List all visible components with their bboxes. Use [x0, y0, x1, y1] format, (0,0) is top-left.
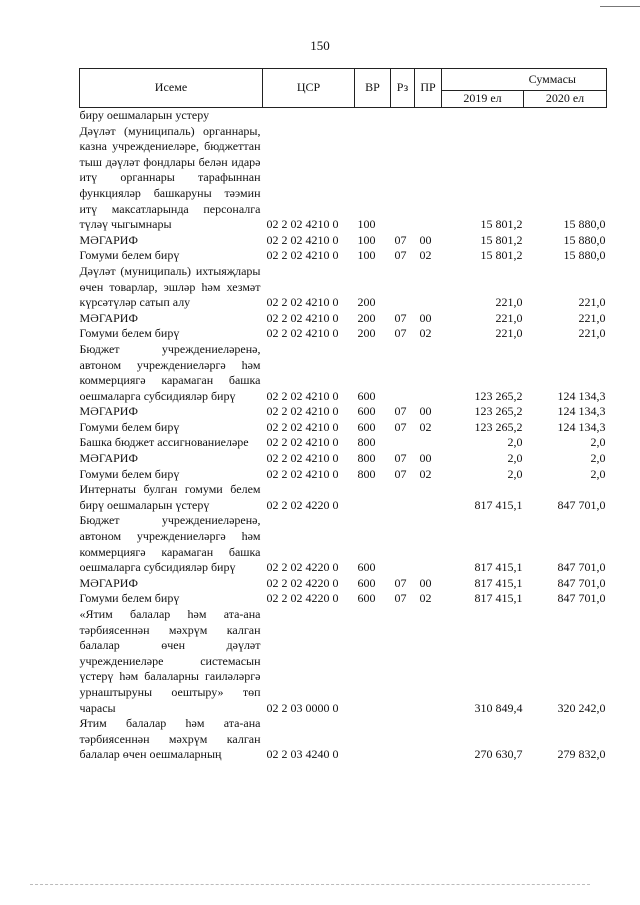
row-sum-2019: 15 801,2	[480, 232, 523, 247]
row-name: Гомуми белем бирү	[79, 326, 180, 341]
row-csr: 02 2 02 4210 0	[266, 295, 339, 310]
row-csr: 02 2 02 4210 0	[266, 217, 339, 232]
row-sum-2020: 221,0	[578, 295, 606, 310]
header-name: Исеме	[80, 69, 263, 108]
row-vr: 600	[357, 575, 376, 590]
row-rz	[391, 124, 415, 233]
row-csr: 02 2 02 4210 0	[266, 388, 339, 403]
row-sum-2020: 847 701,0	[557, 560, 606, 575]
row-sum-2020: 847 701,0	[557, 497, 606, 512]
row-sum-2020	[524, 108, 607, 124]
row-rz	[391, 513, 415, 575]
row-pr	[415, 264, 442, 311]
row-rz	[391, 264, 415, 311]
row-sum-2019: 221,0	[495, 295, 523, 310]
table-row	[80, 420, 607, 436]
row-pr	[415, 342, 442, 404]
row-sum-2020: 221,0	[578, 310, 606, 325]
table-row	[80, 576, 607, 592]
row-pr	[415, 607, 442, 716]
row-rz	[391, 607, 415, 716]
row-sum-2019: 817 415,1	[474, 575, 523, 590]
row-vr: 100	[357, 248, 376, 263]
row-name: МӘГАРИФ	[79, 232, 138, 247]
header-sums: Суммасы	[442, 69, 607, 91]
table-row	[80, 451, 607, 467]
table-row	[80, 124, 607, 233]
row-vr: 800	[357, 435, 376, 450]
row-vr: 200	[357, 326, 376, 341]
row-vr	[355, 607, 391, 716]
row-rz: 07	[394, 248, 407, 263]
table-row	[80, 264, 607, 311]
table-row	[80, 233, 607, 249]
row-pr: 00	[419, 404, 432, 419]
row-name: Бюджет учреждениеләренә, автоном учреждениеләргә һәм коммерциягә карамаган башка оешмаларга субсидияләр бирү	[79, 513, 261, 575]
row-vr	[355, 482, 391, 513]
row-name: Дәүләт (муниципаль) органнары, казна учреждениеләре, бюджеттан тыш дәүләт фондлары белән идарә итү органнары тарафыннан функцияләр башкаруны тәэмин итү максатларында персоналга түләү чыгымнары	[79, 123, 261, 232]
row-sum-2020: 15 880,0	[563, 217, 606, 232]
row-name: «Ятим балалар һәм ата-ана тәрбиясеннән мәхрүм калган балалар өчен дәүләт учреждениеләре системасын үстерү һәм балаларны гаиләләргә урнаштыруны оештыру» төп чарасы	[79, 607, 261, 715]
row-name: Бюджет учреждениеләренә, автоном учреждениеләргә һәм коммерциягә карамаган башка оешмаларга субсидияләр бирү	[79, 341, 261, 403]
row-sum-2019: 221,0	[495, 310, 523, 325]
row-pr	[415, 482, 442, 513]
row-pr	[415, 716, 442, 763]
row-pr: 00	[419, 575, 432, 590]
row-sum-2020: 2,0	[590, 435, 606, 450]
scan-bottom-edge	[30, 884, 590, 885]
table-row	[80, 513, 607, 575]
row-vr	[355, 716, 391, 763]
row-name: Ятим балалар һәм ата-ана тәрбиясеннән мәхрүм калган балалар өчен оешмаларның	[79, 716, 261, 762]
row-pr: 00	[419, 310, 432, 325]
row-pr	[415, 513, 442, 575]
table-row	[80, 326, 607, 342]
row-vr: 600	[357, 591, 376, 606]
row-vr: 100	[357, 232, 376, 247]
row-csr: 02 2 02 4210 0	[266, 248, 339, 263]
row-name: МӘГАРИФ	[79, 451, 138, 466]
row-name: биру оешмаларын устеру	[79, 108, 210, 122]
row-sum-2019: 123 265,2	[474, 419, 523, 434]
header-year-2020: 2020 ел	[524, 91, 607, 108]
row-sum-2020: 320 242,0	[557, 700, 606, 715]
row-pr: 02	[419, 248, 432, 263]
row-sum-2020: 221,0	[578, 326, 606, 341]
row-sum-2020: 15 880,0	[563, 232, 606, 247]
row-name: Башка бюджет ассигнованиеләре	[79, 435, 249, 450]
row-pr: 02	[419, 419, 432, 434]
row-rz	[391, 482, 415, 513]
header-pr: ПР	[415, 69, 442, 108]
row-sum-2019: 221,0	[495, 326, 523, 341]
row-vr: 800	[357, 451, 376, 466]
row-rz: 07	[394, 310, 407, 325]
row-name: Гомуми белем бирү	[79, 419, 180, 434]
table-row	[80, 342, 607, 404]
table-body	[80, 108, 607, 763]
row-vr: 600	[357, 404, 376, 419]
row-sum-2019: 817 415,1	[474, 591, 523, 606]
row-pr	[415, 108, 442, 124]
row-sum-2019: 15 801,2	[480, 248, 523, 263]
row-csr: 02 2 03 0000 0	[266, 700, 339, 715]
row-rz: 07	[394, 575, 407, 590]
row-vr: 600	[357, 388, 376, 403]
table-row	[80, 591, 607, 607]
table-row	[80, 248, 607, 264]
row-name: Гомуми белем бирү	[79, 591, 180, 606]
row-rz: 07	[394, 404, 407, 419]
row-sum-2020: 124 134,3	[557, 419, 606, 434]
row-sum-2019: 817 415,1	[474, 497, 523, 512]
row-pr: 00	[419, 451, 432, 466]
table-row	[80, 311, 607, 327]
row-sum-2020: 2,0	[590, 451, 606, 466]
row-csr: 02 2 02 4210 0	[266, 451, 339, 466]
row-rz	[391, 108, 415, 124]
row-rz: 07	[394, 419, 407, 434]
row-vr: 100	[357, 217, 376, 232]
row-vr: 200	[357, 295, 376, 310]
row-sum-2020: 279 832,0	[557, 747, 606, 762]
row-pr: 02	[419, 326, 432, 341]
row-vr	[355, 108, 391, 124]
row-vr: 800	[357, 466, 376, 481]
row-csr: 02 2 02 4220 0	[266, 560, 339, 575]
header-year-2019: 2019 ел	[442, 91, 524, 108]
header-vr: ВР	[355, 69, 391, 108]
row-rz: 07	[394, 326, 407, 341]
row-vr: 600	[357, 560, 376, 575]
header-csr: ЦСР	[263, 69, 355, 108]
table-row	[80, 467, 607, 483]
table-row	[80, 716, 607, 763]
row-sum-2019: 817 415,1	[474, 560, 523, 575]
row-sum-2019: 310 849,4	[474, 700, 523, 715]
row-pr	[415, 124, 442, 233]
row-rz	[391, 342, 415, 404]
row-vr: 600	[357, 419, 376, 434]
row-sum-2020: 124 134,3	[557, 388, 606, 403]
row-pr: 00	[419, 232, 432, 247]
row-rz: 07	[394, 591, 407, 606]
table-row	[80, 482, 607, 513]
row-csr	[263, 108, 355, 124]
row-sum-2020: 15 880,0	[563, 248, 606, 263]
table-header	[80, 69, 607, 108]
row-vr: 200	[357, 310, 376, 325]
row-pr: 02	[419, 466, 432, 481]
row-sum-2019: 123 265,2	[474, 388, 523, 403]
page-number: 150	[310, 38, 330, 53]
row-pr	[415, 435, 442, 451]
row-csr: 02 2 02 4210 0	[266, 404, 339, 419]
row-sum-2019	[442, 108, 524, 124]
row-csr: 02 2 02 4220 0	[266, 575, 339, 590]
table-row	[80, 607, 607, 716]
row-csr: 02 2 02 4220 0	[266, 591, 339, 606]
row-csr: 02 2 02 4210 0	[266, 232, 339, 247]
row-name: Гомуми белем бирү	[79, 466, 180, 481]
row-name: МӘГАРИФ	[79, 404, 138, 419]
row-name: МӘГАРИФ	[79, 575, 138, 590]
budget-table	[79, 68, 607, 763]
row-rz	[391, 435, 415, 451]
row-pr: 02	[419, 591, 432, 606]
row-sum-2019: 2,0	[507, 466, 523, 481]
row-sum-2019: 2,0	[507, 451, 523, 466]
row-name: Дәүләт (муниципаль) ихтыяҗлары өчен товарлар, эшләр һәм хезмәт күрсәтүләр сатып алу	[79, 263, 261, 310]
scan-edge-mark	[600, 0, 640, 7]
row-csr: 02 2 02 4210 0	[266, 310, 339, 325]
row-name: Гомуми белем бирү	[79, 248, 180, 263]
table-row	[80, 404, 607, 420]
row-csr: 02 2 03 4240 0	[266, 747, 339, 762]
row-rz: 07	[394, 466, 407, 481]
row-name: МӘГАРИФ	[79, 310, 138, 325]
row-sum-2020: 124 134,3	[557, 404, 606, 419]
row-sum-2019: 123 265,2	[474, 404, 523, 419]
row-rz: 07	[394, 232, 407, 247]
row-rz	[391, 716, 415, 763]
table-row	[80, 435, 607, 451]
row-sum-2020: 2,0	[590, 466, 606, 481]
row-name: Интернаты булган гомуми белем бирү оешмаларын үстерү	[79, 482, 261, 512]
row-sum-2019: 2,0	[507, 435, 523, 450]
row-sum-2020: 847 701,0	[557, 575, 606, 590]
row-rz: 07	[394, 451, 407, 466]
row-csr: 02 2 02 4210 0	[266, 419, 339, 434]
row-sum-2019: 15 801,2	[480, 217, 523, 232]
header-rz: Рз	[391, 69, 415, 108]
row-csr: 02 2 02 4220 0	[266, 497, 339, 512]
table-row	[80, 108, 607, 124]
row-csr: 02 2 02 4210 0	[266, 466, 339, 481]
row-sum-2020: 847 701,0	[557, 591, 606, 606]
row-sum-2019: 270 630,7	[474, 747, 523, 762]
row-csr: 02 2 02 4210 0	[266, 435, 339, 450]
row-csr: 02 2 02 4210 0	[266, 326, 339, 341]
